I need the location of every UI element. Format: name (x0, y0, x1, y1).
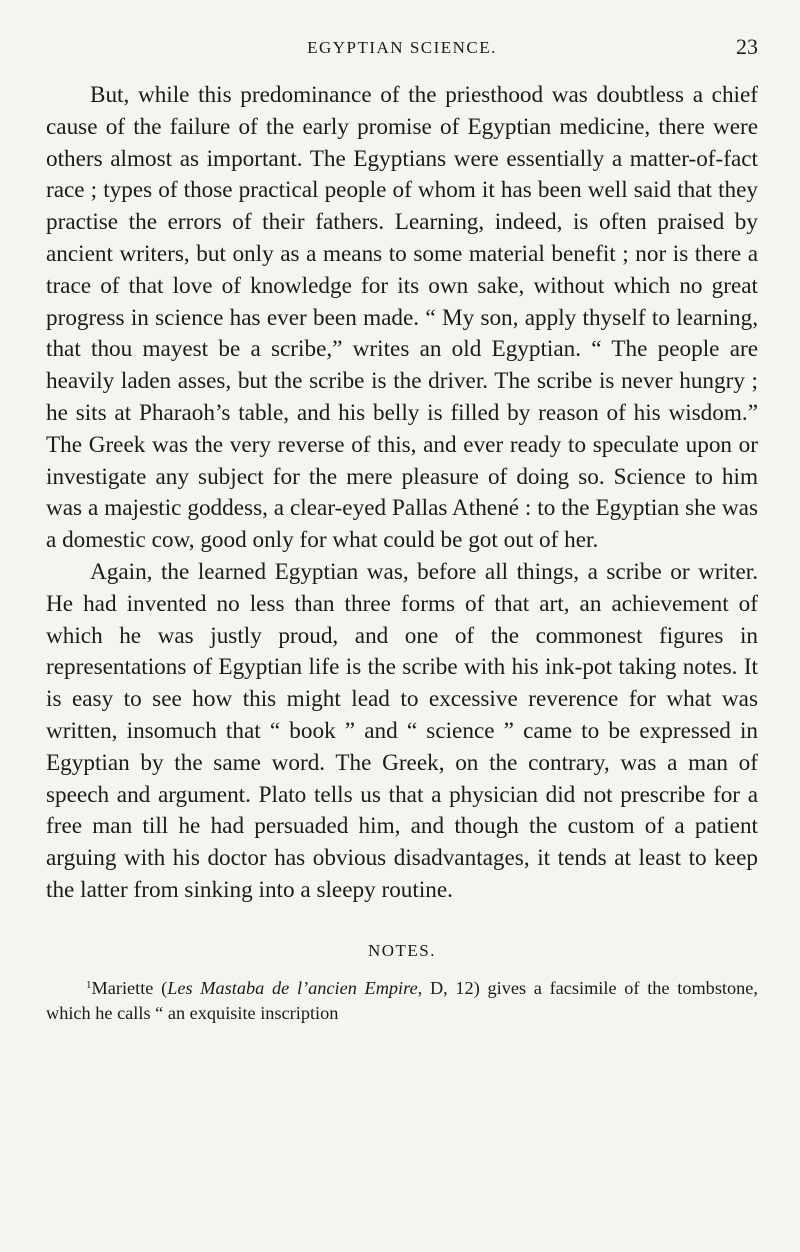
running-title: EGYPTIAN SCIENCE. (307, 38, 497, 57)
book-page (46, 30, 758, 1026)
footnote-italic-title: Les Mastaba de l’ancien Empire, (167, 977, 423, 998)
notes-heading: NOTES. (367, 940, 437, 960)
paragraph-1: But, while this predominance of the priesthood was doubtless a chief cause of the failure of the early promise of Egyptian medicine, there were others almost as important. The Egyptians were essentially a matter-of-fact race ; types of those practical people of whom it has been well said that they practise the errors of their fathers. Learning, indeed, is often praised by ancient writers, but only as a means to some material benefit ; nor is there a trace of that love of knowledge for its own sake, without which no great progress in science has ever been made. “ My son, apply thyself to learning, that thou mayest be a scribe,” writes an old Egyptian. “ The people are heavily laden asses, but the scribe is the driver. The scribe is never hungry ; he sits at Pharaoh’s table, and his belly is filled by reason of his wisdom.” The Greek was the very reverse of this, and ever ready to speculate upon or investigate any subject for the mere pleasure of doing so. Science to him was a majestic goddess, a clear-eyed Pallas Athené : to the Egyptian she was a domestic cow, good only for what could be got out of her. (46, 82, 758, 554)
body-text (46, 80, 758, 907)
paragraph-2: Again, the learned Egyptian was, before all things, a scribe or writer. He had invented no less than three forms of that art, an achievement of which he was justly proud, and one of the commonest figures in representations of Egyptian life is the scribe with his ink-pot taking notes. It is easy to see how this might lead to excessive reverence for what was written, insomuch that “ book ” and “ science ” came to be expressed in Egyptian by the same word. The Greek, on the contrary, was a man of speech and argument. Plato tells us that a physician did not prescribe for a free man till he had persuaded him, and though the custom of a patient arguing with his doctor has obvious disadvantages, it tends at least to keep the latter from sinking into a sleepy routine. (46, 558, 758, 903)
page-number: 23 (736, 34, 758, 59)
footnote-text-end: D, 12) gives a facsimile of the tombstone, which he calls “ an exquisite inscription (46, 977, 758, 1023)
footnote-marker: 1 (86, 978, 92, 991)
page-header (46, 30, 758, 70)
footnote-text-start: Mariette ( (91, 977, 168, 998)
footnote (46, 973, 758, 1026)
